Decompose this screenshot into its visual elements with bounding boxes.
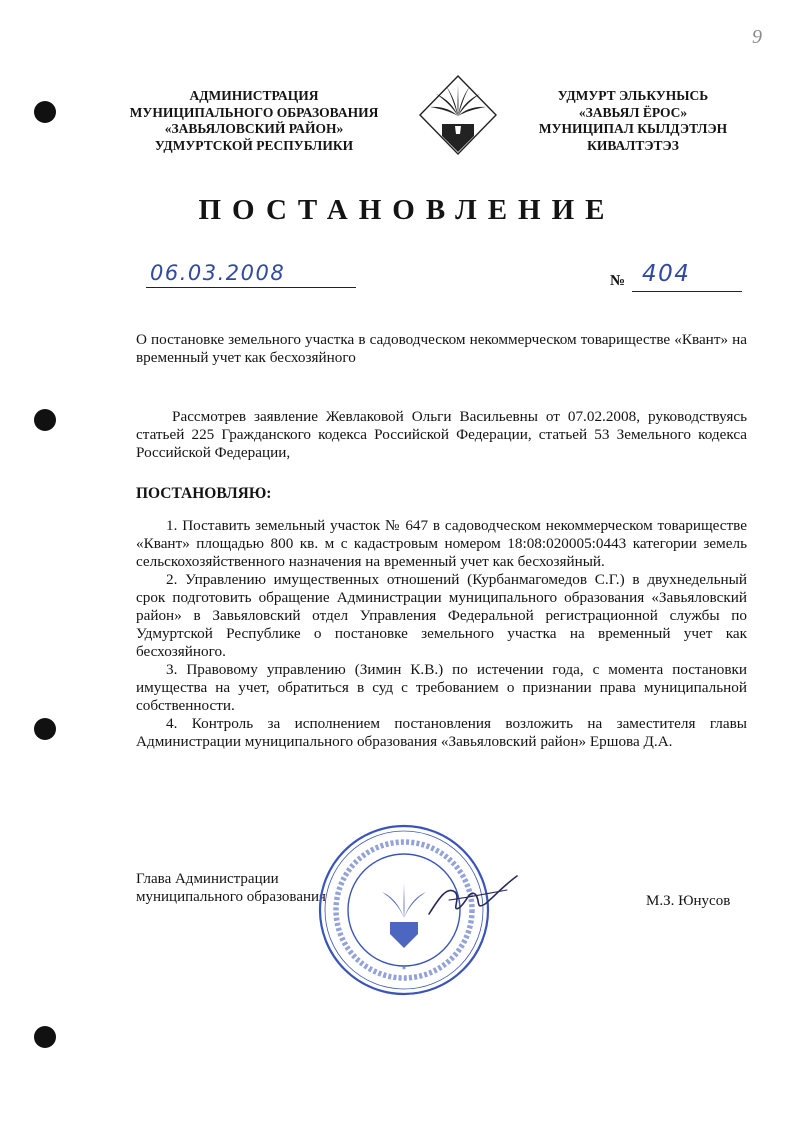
number-sign: № [610,273,626,289]
header-line: УДМУРТ ЭЛЬКУНЫСЬ [557,88,709,103]
punch-hole [34,101,56,123]
decree-items [136,517,747,751]
header-line: УДМУРТСКОЙ РЕСПУБЛИКИ [154,137,354,153]
header-line: «ЗАВЬЯЛ ЁРОС» [578,104,688,120]
decree-item: 3. Правовому управлению (Зимин К.В.) по истечении года, с момента постановки имущества на учет, обратиться в суд с требованием о признании права муниципальной собственности. [136,661,747,714]
handwritten-date: 06.03.2008 [150,261,286,285]
decree-item: 1. Поставить земельный участок № 647 в садоводческом некоммерческом товариществе «Квант» площадью 800 кв. м с кадастровым номером 18:08:020005:0443 категории земель сельскохозяйственного назначения на временный учет как бесхозяйный. [136,517,747,570]
punch-hole [34,718,56,740]
preamble-text: Рассмотрев заявление Жевлаковой Ольги Васильевны от 07.02.2008, руководствуясь статьей 225 Гражданского кодекса Российской Федерации, статьей 53 Земельного кодекса Российской Федерации, [136,408,747,461]
punch-hole [34,1026,56,1048]
header-left-russian [118,88,390,154]
header-line: КИВАЛТЭТЭЗ [587,137,679,153]
signatory-name: М.З. Юнусов [646,893,731,909]
svg-text:*: * [402,965,406,974]
position-line: Глава Администрации [136,871,279,887]
decree-item: 2. Управлению имущественных отношений (Курбанмагомедов С.Г.) в двухнедельный срок подготовить обращение Администрации муниципального образования «Завьяловский район» в Завьяловский отдел Управления Федеральной регистрационной службы по Удмуртской Республике о постановке земельного участка на временный учет как бесхозяйного. [136,571,747,660]
punch-hole [34,409,56,431]
district-emblem [418,74,498,156]
decree-item: 4. Контроль за исполнением постановления возложить на заместителя главы Администрации муниципального образования «Завьяловский район» Ершова Д.А. [136,715,747,750]
handwritten-signature [425,868,525,928]
decree-heading: ПОСТАНОВЛЯЮ: [136,485,272,502]
header-line: МУНИЦИПАЛ КЫЛДЭТЛЭН [538,121,728,136]
header-line: АДМИНИСТРАЦИЯ [189,88,319,103]
handwritten-number: 404 [642,261,691,287]
date-underline [146,287,356,288]
position-line: муниципального образования [136,889,326,905]
signatory-position [136,870,326,906]
preamble [136,408,747,462]
document-subject [136,331,747,367]
header-line: МУНИЦИПАЛЬНОГО ОБРАЗОВАНИЯ [129,104,379,120]
header-line: «ЗАВЬЯЛОВСКИЙ РАЙОН» [164,121,344,136]
header-right-udmurt [522,88,744,154]
document-title: ПОСТАНОВЛЕНИЕ [198,194,616,226]
number-underline [632,291,742,292]
subject-text: О постановке земельного участка в садоводческом некоммерческом товариществе «Квант» на временный учет как бесхозяйного [136,331,747,366]
page-number-mark: 9 [752,26,762,48]
